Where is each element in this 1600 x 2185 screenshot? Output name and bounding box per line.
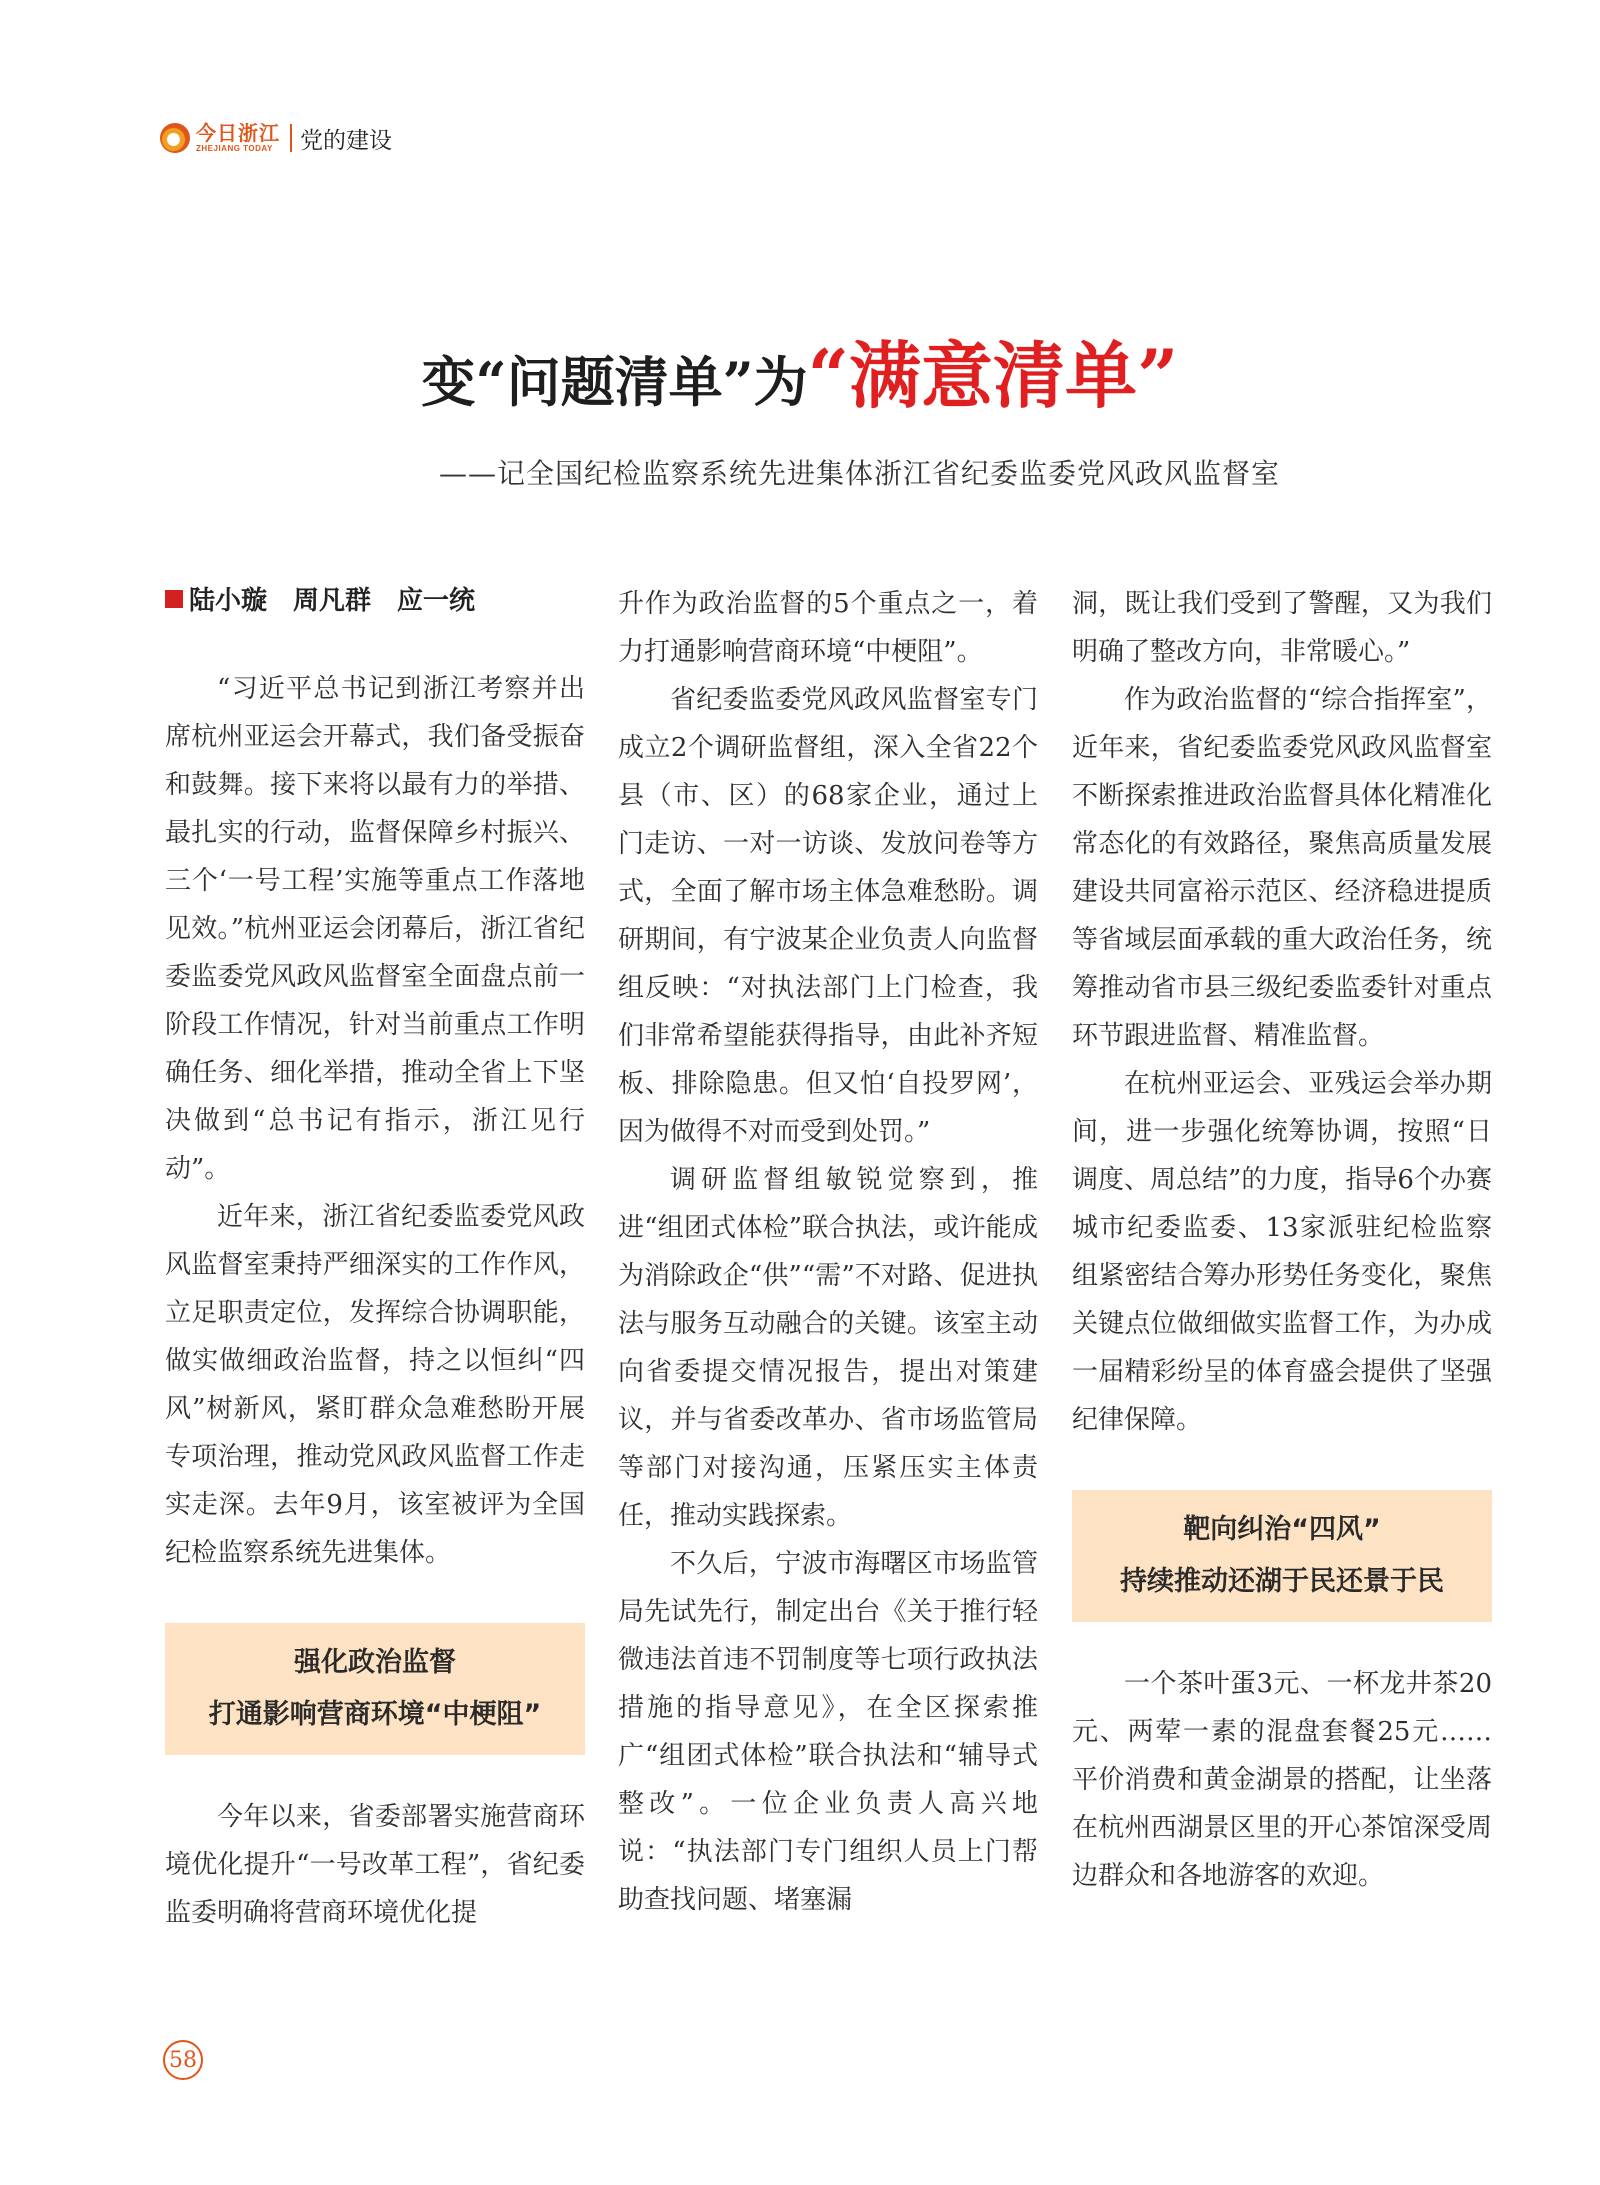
header-divider	[290, 124, 292, 152]
article-subtitle: ——记全国纪检监察系统先进集体浙江省纪委监委党风政风监督室	[438, 457, 1280, 490]
column-3	[1072, 580, 1492, 1900]
heading-line: 持续推动还湖于民还景于民	[1120, 1566, 1444, 1597]
heading-line: 打通影响营商环境“中梗阻”	[208, 1699, 542, 1730]
paragraph: 一个茶叶蛋3元、一杯龙井茶20元、两荤一素的混盘套餐25元……平价消费和黄金湖景的搭配，让坐落在杭州西湖景区里的开心茶馆深受周边群众和各地游客的欢迎。	[1072, 1669, 1492, 1891]
logo-text	[196, 123, 280, 153]
byline	[165, 580, 585, 617]
column-2	[618, 580, 1038, 1924]
author-names: 陆小璇 周凡群 应一统	[189, 586, 476, 616]
logo-english: ZHEJIANG TODAY	[196, 144, 273, 153]
section-heading-2	[1072, 1490, 1492, 1622]
paragraph: 调研监督组敏锐觉察到，推进“组团式体检”联合执法，或许能成为消除政企“供”“需”不对路、促进执法与服务互动融合的关键。该室主动向省委提交情况报告，提出对策建议，并与省委改革办、省市场监管局等部门对接沟通，压紧压实主体责任，推动实践探索。	[618, 1165, 1038, 1531]
heading-line: 强化政治监督	[294, 1647, 456, 1678]
paragraph: 不久后，宁波市海曙区市场监管局先试先行，制定出台《关于推行轻微违法首违不罚制度等七项行政执法措施的指导意见》，在全区探索推广“组团式体检”联合执法和“辅导式整改”。一位企业负责人高兴地说：“执法部门专门组织人员上门帮助查找问题、堵塞漏	[618, 1549, 1038, 1915]
logo-chinese: 今日浙江	[196, 121, 280, 145]
page-number: 58	[163, 2040, 203, 2080]
section-heading-1	[165, 1623, 585, 1755]
zhejiang-today-logo-icon	[160, 123, 190, 153]
title-part-1: 变“问题清单”为	[421, 350, 808, 414]
paragraph: 省纪委监委党风政风监督室专门成立2个调研监督组，深入全省22个县（市、区）的68家企业，通过上门走访、一对一访谈、发放问卷等方式，全面了解市场主体急难愁盼。调研期间，有宁波某企业负责人向监督组反映：“对执法部门上门检查，我们非常希望能获得指导，由此补齐短板、排除隐患。但又怕‘自投罗网’，因为做得不对而受到处罚。”	[618, 685, 1038, 1147]
paragraph-continued: 洞，既让我们受到了警醒，又为我们明确了整改方向，非常暖心。”	[1072, 589, 1492, 667]
paragraph: 作为政治监督的“综合指挥室”，近年来，省纪委监委党风政风监督室不断探索推进政治监督具体化精准化常态化的有效路径，聚焦高质量发展建设共同富裕示范区、经济稳进提质等省域层面承载的重大政治任务，统筹推动省市县三级纪委监委针对重点环节跟进监督、精准监督。	[1072, 685, 1492, 1051]
column-1	[165, 580, 585, 1937]
paragraph: 近年来，浙江省纪委监委党风政风监督室秉持严细深实的工作作风，立足职责定位，发挥综合协调职能，做实做细政治监督，持之以恒纠“四风”树新风，紧盯群众急难愁盼开展专项治理，推动党风政风监督工作走实走深。去年9月，该室被评为全国纪检监察系统先进集体。	[165, 1202, 585, 1568]
heading-line: 靶向纠治“四风”	[1183, 1514, 1381, 1545]
page-header	[160, 118, 392, 158]
paragraph-continued: 升作为政治监督的5个重点之一，着力打通影响营商环境“中梗阻”。	[618, 589, 1038, 667]
section-name: 党的建设	[300, 127, 392, 154]
paragraph: “习近平总书记到浙江考察并出席杭州亚运会开幕式，我们备受振奋和鼓舞。接下来将以最有力的举措、最扎实的行动，监督保障乡村振兴、三个‘一号工程’实施等重点工作落地见效。”杭州亚运会闭幕后，浙江省纪委监委党风政风监督室全面盘点前一阶段工作情况，针对当前重点工作明确任务、细化举措，推动全省上下坚决做到“总书记有指示，浙江见行动”。	[165, 674, 585, 1184]
paragraph: 今年以来，省委部署实施营商环境优化提升“一号改革工程”，省纪委监委明确将营商环境优化提	[165, 1802, 585, 1928]
article-title	[0, 318, 1600, 422]
title-part-2-highlight: “满意清单”	[807, 333, 1179, 418]
byline-marker-icon	[165, 590, 183, 608]
paragraph: 在杭州亚运会、亚残运会举办期间，进一步强化统筹协调，按照“日调度、周总结”的力度，指导6个办赛城市纪委监委、13家派驻纪检监察组紧密结合筹办形势任务变化，聚焦关键点位做细做实监督工作，为办成一届精彩纷呈的体育盛会提供了坚强纪律保障。	[1072, 1069, 1492, 1435]
